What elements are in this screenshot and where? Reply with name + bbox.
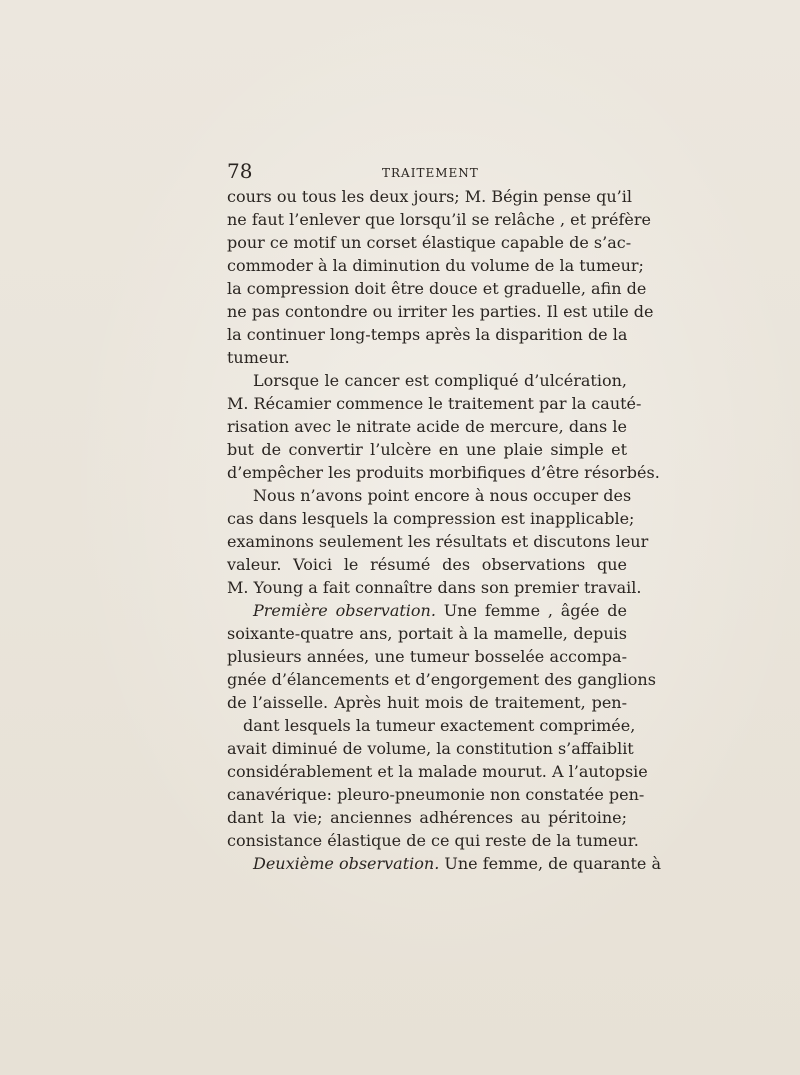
text-line: plusieurs années, une tumeur bosselée accompa- [227, 647, 627, 666]
text-line: M. Récamier commence le traitement par la cauté- [227, 394, 642, 413]
text-line: valeur. Voici le résumé des observations que [227, 555, 627, 574]
text-line: consistance élastique de ce qui reste de la tumeur. [227, 831, 639, 850]
text-line: canavérique: pleuro-pneumonie non constatée pen- [227, 785, 645, 804]
text-line: M. Young a fait connaître dans son premier travail. [227, 578, 642, 597]
page-number: 78 [227, 159, 253, 183]
text-line: de l’aisselle. Après huit mois de traitement, pen- [227, 693, 627, 712]
text-line: d’empêcher les produits morbifiques d’être résorbés. [227, 463, 660, 482]
observation-line [227, 852, 662, 875]
text-line: considérablement et la malade mourut. A l’autopsie [227, 762, 648, 781]
text-line: dant lesquels la tumeur exactement comprimée, [243, 716, 636, 735]
text-segment: Une femme, de quarante à [444, 854, 662, 873]
text-line: soixante-quatre ans, portait à la mamelle, depuis [227, 624, 627, 643]
text-line: risation avec le nitrate acide de mercure, dans le [227, 417, 627, 436]
observation-heading: Deuxième observation. [253, 854, 440, 873]
text-line: ne pas contondre ou irriter les parties. Il est utile de [227, 302, 654, 321]
text-block [227, 157, 662, 875]
text-line: tumeur. [227, 348, 290, 367]
text-line: Nous n’avons point encore à nous occuper des [253, 486, 632, 505]
text-line: but de convertir l’ulcère en une plaie simple et [227, 440, 627, 459]
text-line: gnée d’élancements et d’engorgement des ganglions [227, 670, 656, 689]
text-line: cours ou tous les deux jours; M. Bégin pense qu’il [227, 187, 632, 206]
text-line: la compression doit être douce et graduelle, afin de [227, 279, 647, 298]
running-title: TRAITEMENT [382, 166, 479, 180]
text-line: avait diminué de volume, la constitution s’affaiblit [227, 739, 634, 758]
observation-heading: Première observation. [253, 601, 436, 620]
observation-line [227, 599, 627, 622]
text-line: pour ce motif un corset élastique capable de s’ac- [227, 233, 632, 252]
text-line: examinons seulement les résultats et discutons leur [227, 532, 649, 551]
text-line: Lorsque le cancer est compliqué d’ulcération, [253, 371, 627, 390]
text-line: cas dans lesquels la compression est inapplicable; [227, 509, 635, 528]
text-line: la continuer long-temps après la disparition de la [227, 325, 628, 344]
text-line: commoder à la diminution du volume de la tumeur; [227, 256, 644, 275]
text-line: dant la vie; anciennes adhérences au péritoine; [227, 808, 627, 827]
text-segment: Une femme , âgée de [443, 601, 628, 620]
running-head [227, 157, 627, 185]
text-line: ne faut l’enlever que lorsqu’il se relâche , et préfère [227, 210, 651, 229]
